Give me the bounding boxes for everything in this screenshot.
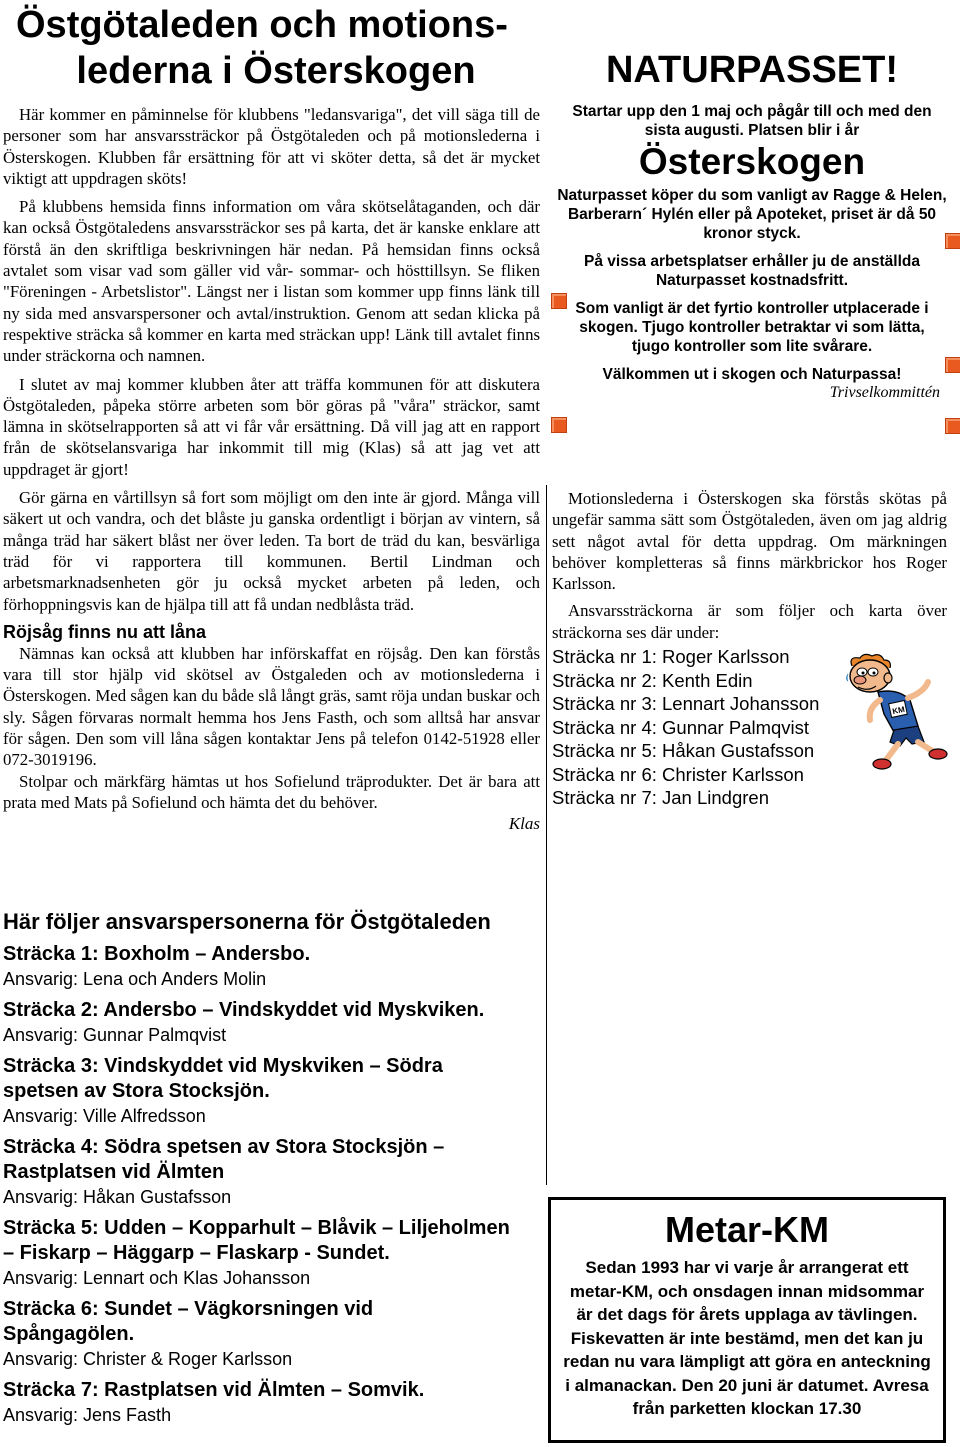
article-signature: Klas — [508, 814, 540, 834]
naturpasset-paragraph: Välkommen ut i skogen och Naturpassa! — [602, 366, 902, 383]
saw-paragraph: Nämnas kan också att klubben har införskaffat en röjsåg. Den kan förstås vara till stor hjälp vid skötsel av Östgaleden och av motionslederna i Österskogen. Med sågen kan du både slå långt gräs, samt röja undan buskar och sly. Sågen förvaras normalt hemma hos Jens Fasth, och som alltså har ansvar för sågen. Den som vill låna sågen kontaktar Jens på telefon 0142-51928 eller 072-3019196. — [3, 643, 540, 770]
stretch-item — [3, 1216, 543, 1290]
responsibles-section — [3, 908, 543, 1434]
article-body — [3, 104, 540, 835]
motion-paragraph: Ansvarssträckorna är som följer och karta över sträckorna ses där under: — [552, 601, 947, 642]
stretch-item — [3, 942, 543, 991]
saw-paragraph: Stolpar och märkfärg hämtas ut hos Sofielund träprodukter. Det är bara att prata med Mats på Sofielund och hämta det du behöver. — [3, 771, 540, 812]
article-paragraph: Gör gärna en vårtillsyn så fort som möjligt om den inte är gjord. Många vill säkert ut och vandra, och det blåste ju ganska ordentligt i början av vintern, så många träd har säkert blåst ner över leden. Ta bort de träd du kan, besvärliga träd för vi rapportera till kommunen. Bertil Lindman och arbetsmarknadsenheten gör ju också mycket arbeten på leden, och förhoppningsvis kan de hjälpa till att få undan nedblåsta träd. — [3, 488, 540, 614]
orange-square-icon — [945, 233, 960, 249]
stretch-heading: Sträcka 1: Boxholm – Andersbo. — [3, 943, 311, 965]
motion-stretch-item: Sträcka nr 5: Håkan Gustafsson — [552, 740, 815, 762]
article-paragraph: Här kommer en påminnelse för klubbens "ledansvariga", det vill säga till de personer som har ansvarssträckor på Östgötaleden och på motionslederna i Österskogen. Klubben får ersättning för att vi sköter detta, så det är mycket viktigt att uppdragen sköts! — [3, 105, 540, 188]
motion-stretch-item: Sträcka nr 4: Gunnar Palmqvist — [552, 716, 810, 738]
stretch-heading: Sträcka 7: Rastplatsen vid Älmten – Somvik. — [3, 1379, 425, 1401]
naturpasset-paragraph: På vissa arbetsplatser erhåller ju de anställda Naturpasset kostnadsfritt. — [584, 253, 920, 289]
stretch-responsible: Ansvarig: Jens Fasth — [3, 1405, 172, 1425]
article-title — [16, 2, 536, 94]
stretch-responsible: Ansvarig: Lena och Anders Molin — [3, 969, 267, 989]
article-title-line-2: lederna i Österskogen — [76, 50, 476, 92]
metar-km-title: Metar-KM — [664, 1209, 829, 1250]
naturpasset-place: Österskogen — [638, 141, 866, 182]
naturpasset-intro: Startar upp den 1 maj och pågår till och med den sista augusti. Platsen blir i år — [572, 103, 932, 139]
stretch-heading: Sträcka 4: Södra spetsen av Stora Stocksjön – Rastplatsen vid Älmten — [3, 1136, 445, 1183]
stretch-responsible: Ansvarig: Christer & Roger Karlsson — [3, 1349, 293, 1369]
stretch-item — [3, 998, 543, 1047]
runner-cartoon-icon — [838, 652, 950, 772]
naturpasset-paragraph: Som vanligt är det fyrtio kontroller utplacerade i skogen. Tjugo kontroller betraktar vi som lätta, tjugo kontroller som lite svårare. — [575, 300, 929, 355]
article-paragraph: På klubbens hemsida finns information om våra skötselåtaganden, och där kan också Östgötaledens ansvarssträckor ses på karta, det är kanske enklare att förstå än den skriftliga beskrivningen här nedan. På hemsidan finns också avtalet som visar vad som gäller vid vår- sommar- och hösttillsyn. Se fliken "Föreningen - Arbetslistor". Längst ner i listan som kommer upp finns länk till ny sida med ansvarspersoner och avtal/instruktion. Genom att sedan klicka på respektive sträcka så kommer en karta med sträckan upp! Länk till avtalet finns under sträckorna och namnen. — [3, 197, 540, 366]
stretch-responsible: Ansvarig: Gunnar Palmqvist — [3, 1025, 227, 1045]
orange-square-icon — [551, 293, 567, 309]
responsibles-title: Här följer ansvarspersonerna för Östgötaleden — [3, 909, 491, 934]
orange-square-icon — [551, 417, 567, 433]
saw-heading: Röjsåg finns nu att låna — [3, 621, 207, 642]
metar-km-text: Sedan 1993 har vi varje år arrangerat ett metar-KM, och onsdagen innan midsommar är det dags för årets upplaga av tävlingen. Fiskevatten är inte bestämd, men det kan ju redan nu vara lämpligt att göra en anteckning i almanackan. Den 20 juni är datumet. Avresa från parketten klockan 17.30 — [563, 1258, 931, 1418]
motion-stretch-item: Sträcka nr 7: Jan Lindgren — [552, 787, 769, 809]
runner-shirt-text: KM — [891, 704, 906, 717]
stretch-responsible: Ansvarig: Ville Alfredsson — [3, 1106, 206, 1126]
stretch-heading: Sträcka 2: Andersbo – Vindskyddet vid Myskviken. — [3, 999, 485, 1021]
naturpasset-title: NATURPASSET! — [605, 49, 899, 91]
naturpasset-section — [552, 48, 952, 402]
naturpasset-signature: Trivselkommittén — [829, 384, 940, 401]
stretch-heading: Sträcka 5: Udden – Kopparhult – Blåvik – Liljeholmen – Fiskarp – Häggarp – Flaskarp - Sundet. — [3, 1217, 510, 1264]
orange-square-icon — [945, 357, 960, 373]
orange-square-icon — [945, 418, 960, 434]
motion-stretch-item: Sträcka nr 2: Kenth Edin — [552, 669, 753, 691]
stretch-item — [3, 1135, 543, 1209]
motion-stretch-item: Sträcka nr 6: Christer Karlsson — [552, 763, 804, 785]
motion-stretch-item: Sträcka nr 1: Roger Karlsson — [552, 646, 790, 668]
stretch-heading: Sträcka 6: Sundet – Vägkorsningen vid Spångagölen. — [3, 1298, 374, 1345]
article-paragraph: I slutet av maj kommer klubben åter att träffa kommunen för att diskutera Östgötaleden, påpeka större arbeten som bör göras på "våra" sträckor, samt lämna in skötselrapporten så att vi får vår ersättning. Då vill jag att en rapport från de skötselansvariga har inkommit till mig (Klas) så att jag vet att uppdraget är gjort! — [3, 374, 540, 479]
metar-km-box — [548, 1197, 946, 1443]
stretch-responsible: Ansvarig: Håkan Gustafsson — [3, 1187, 232, 1207]
article-title-line-1: Östgötaleden och motions- — [16, 4, 508, 46]
motion-paragraph: Motionslederna i Österskogen ska förstås skötas på ungefär samma sätt som Östgötaleden, även om jag aldrig sett något avtal för detta uppdrag. Om märkningen behöver kompletteras så finns märkbrickor hos Roger Karlsson. — [552, 489, 947, 594]
motion-stretch-item: Sträcka nr 3: Lennart Johansson — [552, 693, 820, 715]
stretch-responsible: Ansvarig: Lennart och Klas Johansson — [3, 1268, 311, 1288]
column-divider — [546, 485, 547, 1185]
naturpasset-paragraph: Naturpasset köper du som vanligt av Ragge & Helen, Barberarn´ Hylén eller på Apoteket, priset är då 50 kronor styck. — [557, 187, 947, 242]
stretch-item — [3, 1297, 543, 1371]
stretch-item — [3, 1054, 543, 1128]
stretch-item — [3, 1378, 543, 1427]
stretch-heading: Sträcka 3: Vindskyddet vid Myskviken – Södra spetsen av Stora Stocksjön. — [3, 1055, 443, 1102]
